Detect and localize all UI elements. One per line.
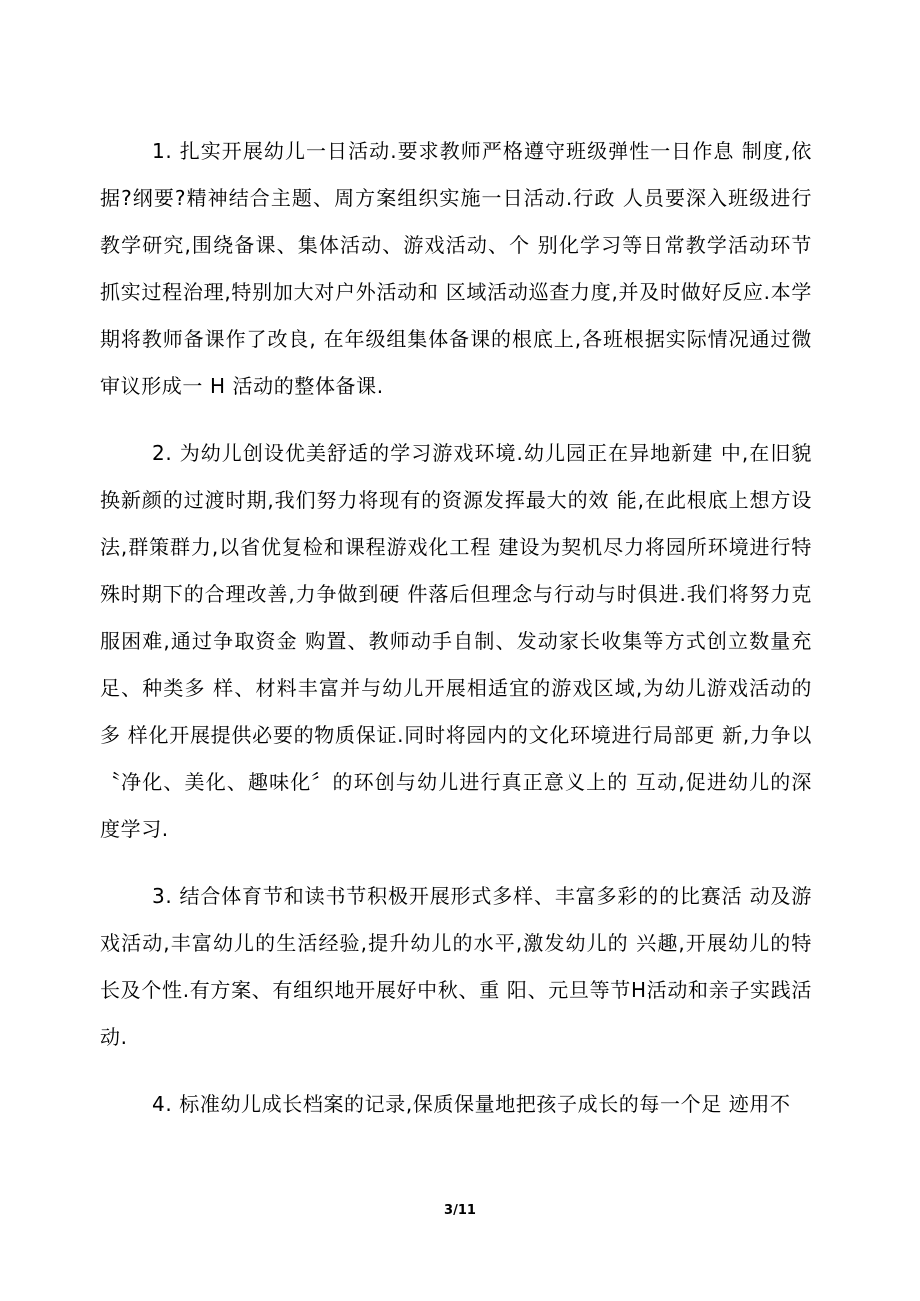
paragraph-1: 1. 扎实开展幼儿一日活动.要求教师严格遵守班级弹性一日作息 制度,依据?纲要?精神结合主题、周方案组织实施一日活动.行政 人员要深入班级进行教学研究,围绕备课、集体活动、游戏活动、个 别化学习等日常教学活动环节抓实过程治理,特别加大对户外活动和 区域活动巡查力度,并及时做好反应.本学期将教师备课作了改良, 在年级组集体备课的根底上,各班根据实际情况通过微审议形成一 H 活动的整体备课.: [100, 139, 812, 398]
paragraph-3: 3. 结合体育节和读书节积极开展形式多样、丰富多彩的的比赛活 动及游戏活动,丰富幼儿的生活经验,提升幼儿的水平,激发幼儿的 兴趣,开展幼儿的特长及个性.有方案、有组织地开展好中秋、重 阳、元旦等节H活动和亲子实践活动.: [100, 884, 812, 1049]
paragraph-2: 2. 为幼儿创设优美舒适的学习游戏环境.幼儿园正在异地新建 中,在旧貌换新颜的过渡时期,我们努力将现有的资源发挥最大的效 能,在此根底上想方设法,群策群力,以省优复检和课程游戏化工程 建设为契机尽力将园所环境进行特殊时期下的合理改善,力争做到硬 件落后但理念与行动与时俱进.我们将努力克服困难,通过争取资金 购置、教师动手自制、发动家长收集等方式创立数量充足、种类多 样、材料丰富并与幼儿开展相适宜的游戏区域,为幼儿游戏活动的多 样化开展提供必要的物质保证.同时将园内的文化环境进行局部更 新,力争以〝净化、美化、趣味化〞的环创与幼儿进行真正意义上的 互动,促进幼儿的深度学习.: [100, 441, 812, 841]
paragraph-4: 4. 标准幼儿成长档案的记录,保质保量地把孩子成长的每一个足 迹用不: [152, 1092, 791, 1116]
document-body: [100, 128, 812, 1148]
page-number: 3/11: [444, 1203, 476, 1218]
